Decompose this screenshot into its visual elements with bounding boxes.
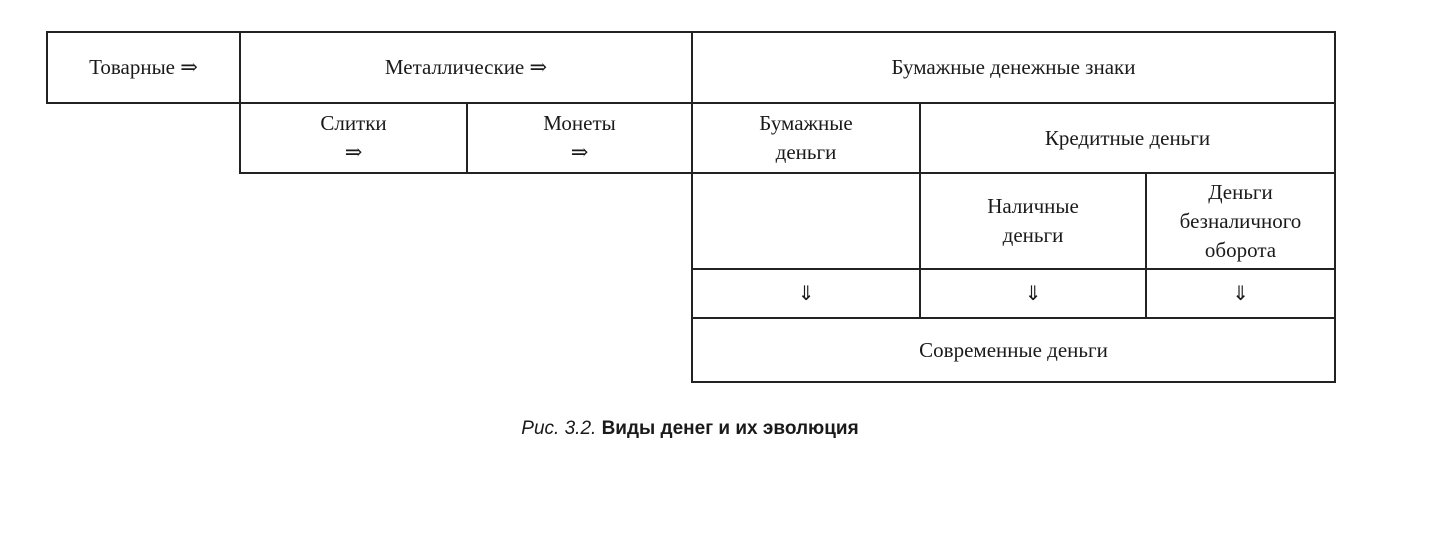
- cell-nalichnye-dengi: Наличные деньги: [987, 194, 1079, 247]
- figure-caption: [0, 418, 1380, 440]
- cell-sovremennye-dengi: Современные деньги: [919, 337, 1108, 362]
- cell-tovarnye: Товарные ⇒: [89, 55, 198, 79]
- cell-kreditnye-dengi: Кредитные деньги: [1044, 125, 1211, 150]
- cell-monety: Монеты ⇒: [543, 111, 616, 164]
- cell-metallicheskie: Металлические ⇒: [384, 55, 548, 79]
- cell-bumazhnye-denezhnye-znaki: Бумажные денежные знаки: [891, 55, 1136, 79]
- grid-line: [1334, 31, 1336, 383]
- cell-beznalichnye-dengi: Деньги безналичного оборота: [1179, 179, 1302, 262]
- down-arrow-icon: ⇓: [1232, 281, 1249, 305]
- figure-number: Рис. 3.2.: [521, 418, 597, 439]
- cell-bumazhnye-dengi: Бумажные деньги: [759, 111, 853, 164]
- down-arrow-icon: ⇓: [1024, 281, 1042, 305]
- grid-line: [691, 381, 1336, 383]
- cell-slitki: Слитки ⇒: [320, 111, 387, 164]
- down-arrow-icon: ⇓: [797, 281, 815, 305]
- figure-title: Виды денег и их эволюция: [601, 418, 859, 439]
